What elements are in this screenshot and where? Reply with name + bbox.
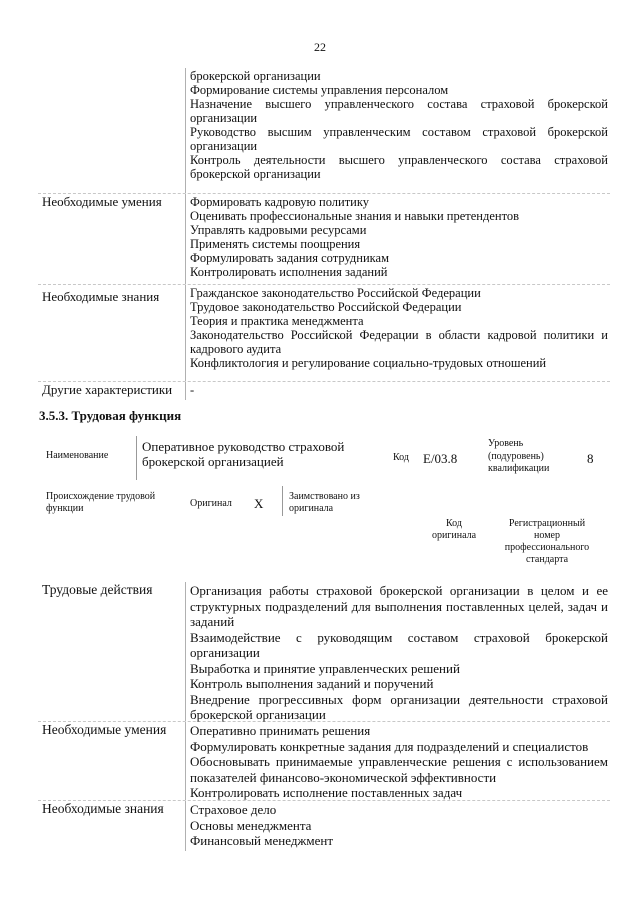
name-label: Наименование <box>46 450 109 461</box>
origin-label: Происхождение трудовой функции <box>46 491 156 514</box>
list-item: Управлять кадровыми ресурсами <box>190 223 367 237</box>
table-row <box>38 801 610 851</box>
list-item: Назначение высшего управленческого состава страховой брокерской организации <box>190 97 608 125</box>
row-label <box>38 285 186 381</box>
row-label: Необходимые знания <box>38 801 186 851</box>
list-item: Страховое дело <box>190 802 277 817</box>
row-values <box>186 68 610 193</box>
table-row <box>38 722 610 801</box>
row-label: Другие характеристики <box>38 382 186 400</box>
list-item: Контролировать исполнения заданий <box>190 265 388 279</box>
labor-function-table <box>38 582 610 851</box>
list-item: Формулировать конкретные задания для подразделений и специалистов <box>190 738 589 754</box>
list-item: Формировать кадровую политику <box>190 195 370 209</box>
list-item: Контроль деятельности высшего управленческого состава страховой брокерской организации <box>190 153 608 181</box>
row-values <box>186 801 610 851</box>
reg-number-label: Регистрационный номер профессионального стандарта <box>504 518 590 565</box>
table-row <box>38 285 610 382</box>
list-item: Организация работы страховой брокерской организации в целом и ее структурных подразделений для выполнения поставленных целей, задач и заданий <box>190 583 608 629</box>
list-item: Оперативно принимать решения <box>190 723 371 738</box>
function-name: Оперативное руководство страховой брокерской организацией <box>142 439 345 469</box>
table-row <box>38 382 610 400</box>
list-item: Руководство высшим управленческим составом страховой брокерской организации <box>190 125 608 153</box>
table-row <box>38 194 610 285</box>
list-item: Трудовое законодательство Российской Федерации <box>190 300 462 314</box>
row-values <box>186 382 610 400</box>
list-item: Основы менеджмента <box>190 817 312 833</box>
level-value: 8 <box>587 451 594 466</box>
code-label: Код <box>393 452 409 463</box>
section-title: 3.5.3. Трудовая функция <box>39 408 182 423</box>
list-item: Взаимодействие с руководящим составом страховой брокерской организации <box>190 629 608 660</box>
code-original-label: Код оригинала <box>431 518 477 541</box>
row-values <box>186 582 610 721</box>
original-label: Оригинал <box>190 498 232 509</box>
list-item: Законодательство Российской Федерации в области кадровой политики и кадрового аудита <box>190 328 608 356</box>
borrowed-label: Заимствовано из оригинала <box>289 491 360 514</box>
list-item: Конфликтология и регулирование социально-трудовых отношений <box>190 356 547 370</box>
row-label: Трудовые действия <box>38 582 186 721</box>
list-item: Внедрение прогрессивных форм организации деятельности страховой брокерской организации <box>190 691 608 722</box>
level-label: Уровень (подуровень) квалификации <box>488 438 550 474</box>
list-item: Формирование системы управления персоналом <box>190 83 449 97</box>
row-label <box>38 68 186 193</box>
list-item: Обосновывать принимаемые управленческие решения с использованием показателей финансово-экономической эффективности <box>190 754 608 785</box>
list-item: Формулировать задания сотрудникам <box>190 251 389 265</box>
list-item: Выработка и принятие управленческих решений <box>190 660 460 676</box>
list-item: Контроль выполнения заданий и поручений <box>190 676 434 691</box>
list-item: - <box>190 383 195 397</box>
divider <box>136 436 137 480</box>
competency-table-continued <box>38 68 610 400</box>
original-mark: X <box>254 496 264 511</box>
row-label: Необходимые умения <box>38 722 186 800</box>
list-item: Оценивать профессиональные знания и навыки претендентов <box>190 209 520 223</box>
list-item: Финансовый менеджмент <box>190 833 334 848</box>
row-label: Необходимые умения <box>38 194 186 284</box>
row-values <box>186 194 610 284</box>
divider <box>282 486 283 516</box>
code-value: E/03.8 <box>423 451 458 466</box>
list-item: Теория и практика менеджмента <box>190 314 364 328</box>
list-item: Контролировать исполнение поставленных задач <box>190 785 463 800</box>
page-number: 22 <box>314 40 326 54</box>
table-row <box>38 68 610 194</box>
row-label-text: Необходимые знания <box>42 289 160 304</box>
row-values <box>186 722 610 800</box>
list-item: Применять системы поощрения <box>190 237 361 251</box>
list-item: Гражданское законодательство Российской Федерации <box>190 286 481 300</box>
list-item: брокерской организации <box>190 69 321 83</box>
row-values <box>186 285 610 381</box>
table-row <box>38 582 610 722</box>
